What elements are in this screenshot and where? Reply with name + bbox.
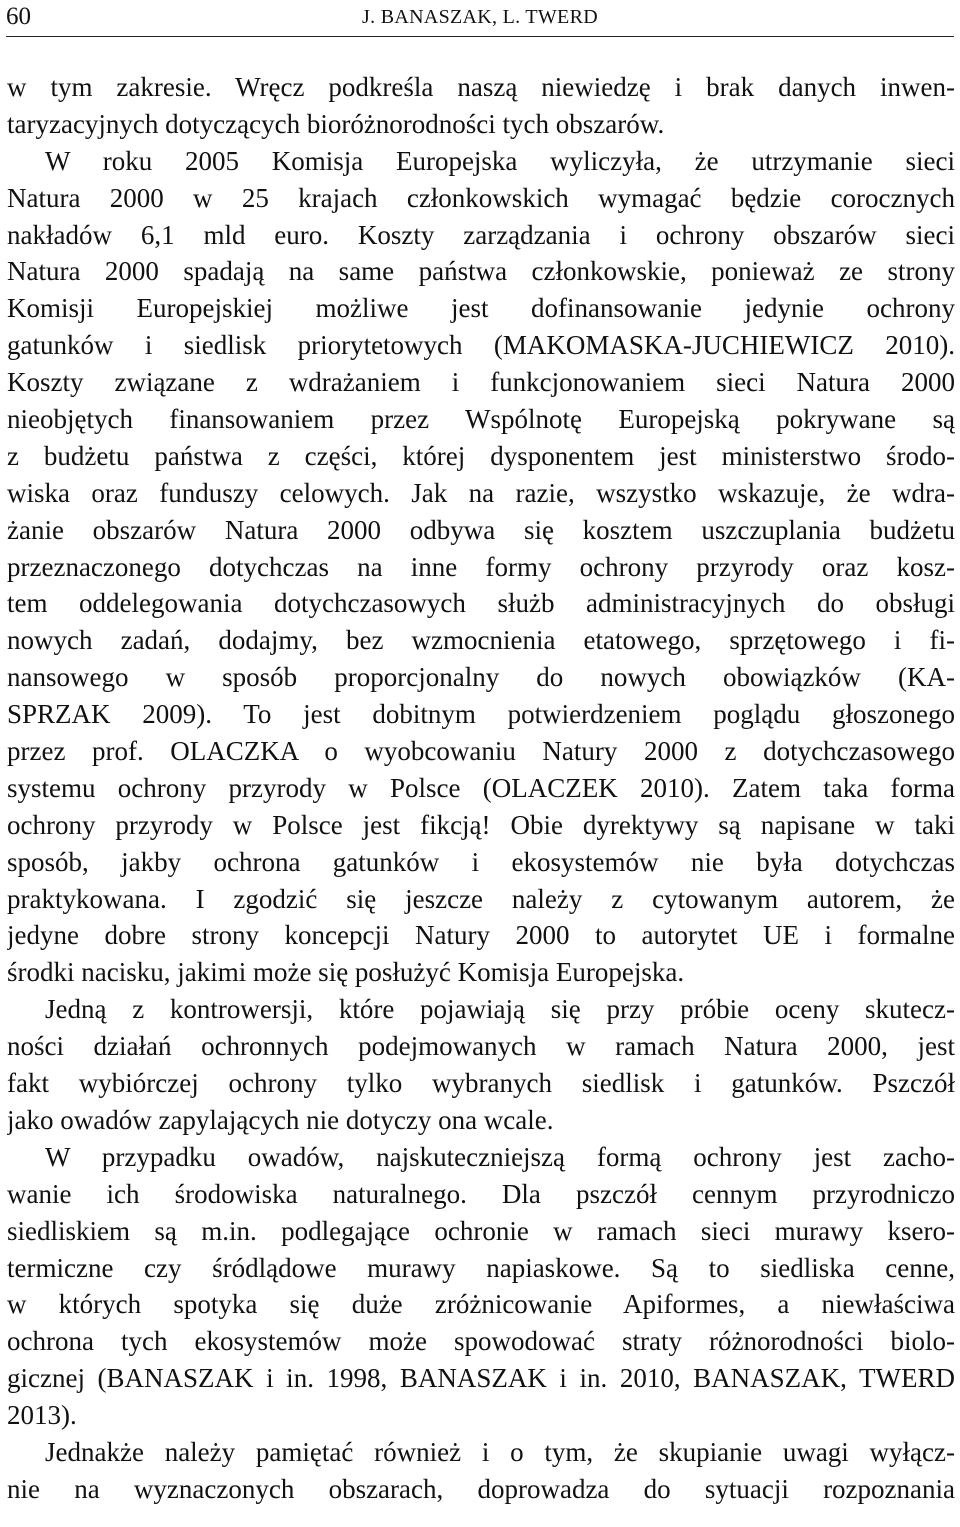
text-line: W przypadku owadów, najskuteczniejszą formą ochrony jest zacho- [45, 1141, 955, 1172]
text-line: fakt wybiórczej ochrony tylko wybranych siedlisk i gatunków. Pszczół [7, 1068, 955, 1099]
text-line: sposób, jakby ochrona gatunków i ekosystemów nie była dotychczas [7, 846, 955, 877]
text-line: nieobjętych finansowaniem przez Wspólnotę Europejską pokrywane są [7, 404, 955, 435]
text-line: gatunków i siedlisk priorytetowych (MAKOMASKA-JUCHIEWICZ 2010). [7, 330, 955, 361]
body-text [7, 69, 955, 1508]
text-line: jedyne dobre strony koncepcji Natury 2000 to autorytet UE i formalne [7, 920, 955, 951]
text-line: środki nacisku, jakimi może się posłużyć Komisja Europejska. [7, 957, 685, 988]
text-line: żanie obszarów Natura 2000 odbywa się kosztem uszczuplania budżetu [7, 514, 955, 545]
page-number: 60 [6, 3, 31, 30]
text-line: z budżetu państwa z części, której dysponentem jest ministerstwo środo- [7, 440, 955, 471]
text-line: SPRZAK 2009). To jest dobitnym potwierdzeniem poglądu głoszonego [7, 699, 955, 730]
text-line: Koszty związane z wdrażaniem i funkcjonowaniem sieci Natura 2000 [7, 367, 955, 398]
text-line: nowych zadań, dodajmy, bez wzmocnienia etatowego, sprzętowego i fi- [7, 625, 955, 656]
text-line: w których spotyka się duże zróżnicowanie Apiformes, a niewłaściwa [7, 1289, 955, 1320]
text-line: przez prof. OLACZKA o wyobcowaniu Natury 2000 z dotychczasowego [7, 736, 955, 767]
text-line: wanie ich środowiska naturalnego. Dla pszczół cennym przyrodniczo [7, 1178, 955, 1209]
text-line: systemu ochrony przyrody w Polsce (OLACZEK 2010). Zatem taka forma [7, 772, 955, 803]
text-line: taryzacyjnych dotyczących bioróżnorodności tych obszarów. [7, 108, 665, 139]
text-line: siedliskiem są m.in. podlegające ochronie w ramach sieci murawy ksero- [7, 1215, 955, 1246]
text-line: wiska oraz funduszy celowych. Jak na razie, wszystko wskazuje, że wdra- [7, 477, 955, 508]
text-line: W roku 2005 Komisja Europejska wyliczyła, że utrzymanie sieci [45, 145, 955, 176]
text-line: Komisji Europejskiej możliwe jest dofinansowanie jedynie ochrony [7, 293, 955, 324]
page-header [6, 0, 954, 37]
text-line: ności działań ochronnych podejmowanych w ramach Natura 2000, jest [7, 1031, 955, 1062]
text-line: 2013). [7, 1400, 77, 1431]
text-line: nie na wyznaczonych obszarach, doprowadza do sytuacji rozpoznania [7, 1473, 955, 1504]
text-line: przeznaczonego dotychczas na inne formy ochrony przyrody oraz kosz- [7, 551, 955, 582]
text-line: Jedną z kontrowersji, które pojawiają się przy próbie oceny skutecz- [45, 994, 955, 1025]
text-line: nansowego w sposób proporcjonalny do nowych obowiązków (KA- [7, 662, 955, 693]
running-head: J. BANASZAK, L. TWERD [362, 6, 598, 28]
text-line: gicznej (BANASZAK i in. 1998, BANASZAK i in. 2010, BANASZAK, TWERD [7, 1363, 955, 1394]
text-line: nakładów 6,1 mld euro. Koszty zarządzania i ochrony obszarów sieci [7, 219, 955, 250]
text-line: ochrony przyrody w Polsce jest fikcją! Obie dyrektywy są napisane w taki [7, 809, 955, 840]
text-line: Jednakże należy pamiętać również i o tym, że skupianie uwagi wyłącz- [45, 1436, 955, 1467]
text-line: w tym zakresie. Wręcz podkreśla naszą niewiedzę i brak danych inwen- [7, 72, 955, 102]
text-line: tem oddelegowania dotychczasowych służb administracyjnych do obsługi [7, 588, 955, 619]
text-line: jako owadów zapylających nie dotyczy ona wcale. [7, 1104, 554, 1135]
text-line: Natura 2000 spadają na same państwa członkowskie, ponieważ ze strony [7, 256, 955, 287]
text-line: termiczne czy śródlądowe murawy napiaskowe. Są to siedliska cenne, [7, 1252, 955, 1283]
text-line: ochrona tych ekosystemów może spowodować straty różnorodności biolo- [7, 1326, 955, 1357]
text-line: praktykowana. I zgodzić się jeszcze należy z cytowanym autorem, że [7, 883, 955, 914]
text-line: Natura 2000 w 25 krajach członkowskich wymagać będzie corocznych [7, 182, 955, 213]
